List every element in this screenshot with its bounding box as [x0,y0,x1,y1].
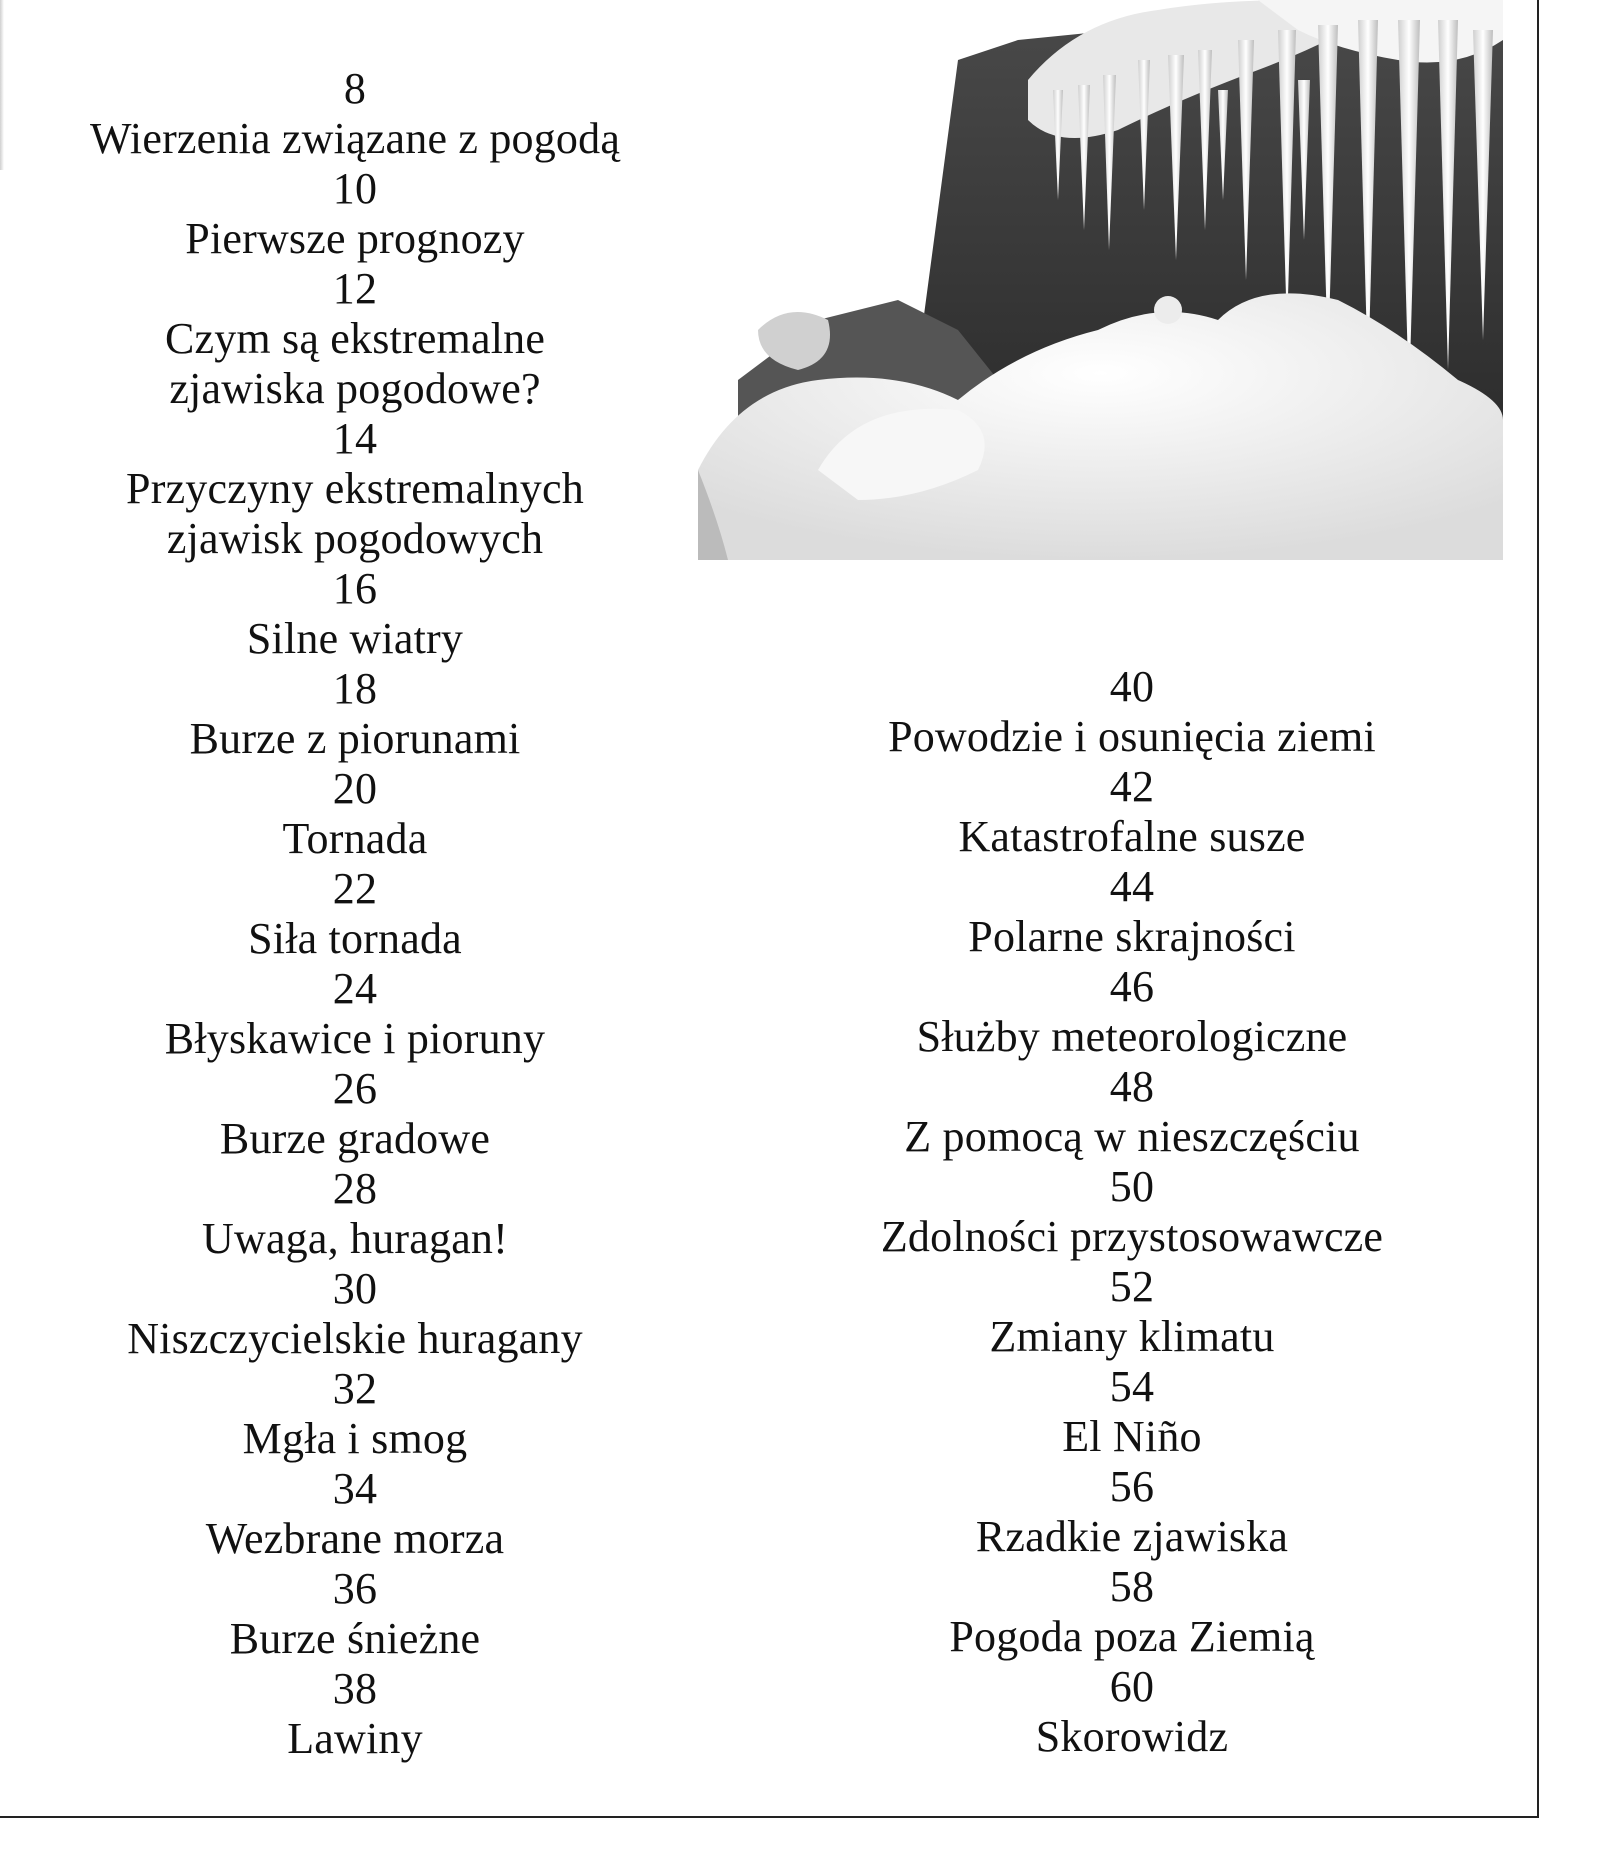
toc-title: Uwaga, huragan! [202,1214,508,1263]
toc-page-number: 24 [332,964,378,1013]
toc-title: Siła tornada [248,914,462,963]
toc-title: Silne wiatry [246,614,464,663]
toc-entry[interactable] [35,764,675,864]
toc-entry[interactable] [35,64,675,164]
toc-title: Zmiany klimatu [989,1312,1275,1361]
toc-entry[interactable] [812,762,1452,862]
toc-entry[interactable] [35,564,675,664]
toc-page-number: 32 [332,1364,378,1413]
toc-entry[interactable] [35,1664,675,1764]
toc-page-number: 44 [1109,862,1155,911]
toc-entry[interactable] [35,1264,675,1364]
toc-title: Burze gradowe [219,1114,491,1163]
toc-page-number: 28 [332,1164,378,1213]
toc-page-number: 16 [332,564,378,613]
toc-page-number: 50 [1109,1162,1155,1211]
toc-page-number: 56 [1109,1462,1155,1511]
toc-title: Zdolności przystosowawcze [880,1212,1384,1261]
toc-title: Burze z piorunami [189,714,521,763]
toc-title: Powodzie i osunięcia ziemi [888,712,1376,761]
toc-title: Lawiny [287,1714,423,1763]
toc-page-number: 54 [1109,1362,1155,1411]
toc-title: Rzadkie zjawiska [975,1512,1289,1561]
toc-title: Katastrofalne susze [958,812,1306,861]
toc-entry[interactable] [812,1062,1452,1162]
toc-page-number: 42 [1109,762,1155,811]
toc-entry[interactable] [812,1162,1452,1262]
toc-entry[interactable] [35,1364,675,1464]
toc-title: Pierwsze prognozy [185,214,525,263]
toc-entry[interactable] [812,1262,1452,1362]
toc-title: Służby meteorologiczne [916,1012,1348,1061]
toc-page-number: 22 [332,864,378,913]
toc-title: Czym są ekstremalne zjawiska pogodowe? [164,314,546,413]
toc-entry[interactable] [35,1064,675,1164]
toc-right-column [812,662,1452,1762]
toc-title: Z pomocą w nieszczęściu [904,1112,1360,1161]
toc-entry[interactable] [812,862,1452,962]
toc-title: Wierzenia związane z pogodą [89,114,621,163]
toc-title: Burze śnieżne [229,1614,481,1663]
toc-title: Mgła i smog [242,1414,468,1463]
toc-title: Błyskawice i pioruny [164,1014,546,1063]
snowy-icicle-rock-image [698,0,1503,560]
toc-entry[interactable] [812,1362,1452,1462]
toc-entry[interactable] [35,164,675,264]
toc-entry[interactable] [35,964,675,1064]
toc-entry[interactable] [35,664,675,764]
toc-entry[interactable] [812,1562,1452,1662]
toc-title: Skorowidz [1035,1712,1229,1761]
toc-title: El Niño [1062,1412,1202,1461]
toc-title: Polarne skrajności [968,912,1296,961]
toc-page-number: 20 [332,764,378,813]
toc-page-number: 40 [1109,662,1155,711]
toc-page-number: 58 [1109,1562,1155,1611]
page-border-right [1537,0,1539,1818]
toc-page-number: 30 [332,1264,378,1313]
toc-page-number: 34 [332,1464,378,1513]
toc-left-column [35,64,675,1764]
toc-entry[interactable] [35,1464,675,1564]
toc-page-number: 10 [332,164,378,213]
toc-entry[interactable] [35,1564,675,1664]
toc-page-number: 26 [332,1064,378,1113]
icicle-photo [698,0,1503,560]
toc-page-number: 14 [332,414,378,463]
toc-title: Tornada [282,814,428,863]
toc-page-number: 8 [343,64,367,113]
toc-entry[interactable] [35,414,675,564]
toc-page-number: 46 [1109,962,1155,1011]
toc-entry[interactable] [812,662,1452,762]
toc-entry[interactable] [812,962,1452,1062]
toc-page-number: 48 [1109,1062,1155,1111]
toc-title: Pogoda poza Ziemią [949,1612,1315,1661]
toc-page-number: 38 [332,1664,378,1713]
toc-entry[interactable] [812,1662,1452,1762]
toc-entry[interactable] [812,1462,1452,1562]
toc-page-number: 12 [332,264,378,313]
toc-page-number: 60 [1109,1662,1155,1711]
scan-edge [0,0,4,170]
toc-page-number: 18 [332,664,378,713]
toc-title: Niszczycielskie huragany [127,1314,583,1363]
toc-title: Wezbrane morza [205,1514,505,1563]
toc-entry[interactable] [35,264,675,414]
toc-entry[interactable] [35,864,675,964]
toc-title: Przyczyny ekstremalnych zjawisk pogodowych [126,464,584,563]
toc-page-number: 52 [1109,1262,1155,1311]
toc-page-number: 36 [332,1564,378,1613]
page-border-bottom [0,1816,1539,1818]
toc-entry[interactable] [35,1164,675,1264]
